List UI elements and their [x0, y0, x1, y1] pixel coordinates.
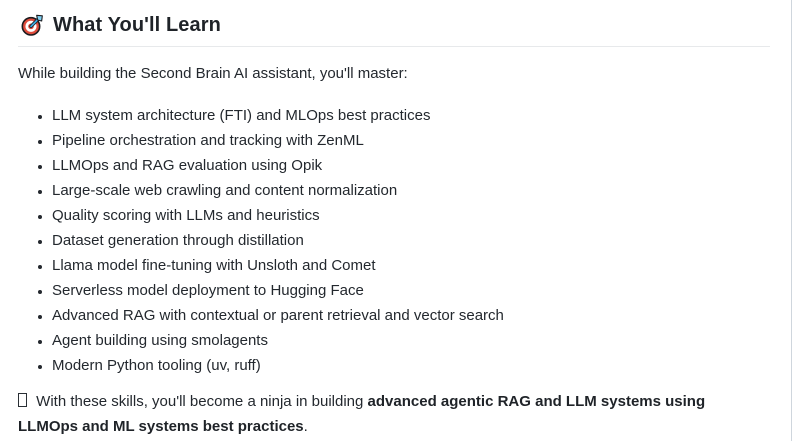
dart-target-icon — [20, 13, 44, 37]
intro-paragraph: While building the Second Brain AI assistant, you'll master: — [18, 65, 408, 82]
list-item: • Dataset generation through distillation — [52, 228, 768, 253]
missing-glyph-ninja-icon — [18, 393, 27, 407]
outro-text-regular: With these skills, you'll become a ninja in building — [36, 393, 368, 410]
section-title: What You'll Learn — [53, 13, 221, 36]
list-item: • Advanced RAG with contextual or parent retrieval and vector search — [52, 303, 768, 328]
list-item: • LLM system architecture (FTI) and MLOps best practices — [52, 103, 768, 128]
list-item: • LLMOps and RAG evaluation using Opik — [52, 153, 768, 178]
outro-paragraph — [18, 389, 768, 439]
outro-text-bold: advanced agentic RAG and LLM systems using LLMOps and ML systems best practices — [18, 393, 706, 435]
outro-text-period: . — [303, 418, 308, 435]
section-heading — [18, 12, 770, 47]
list-item: • Quality scoring with LLMs and heuristics — [52, 203, 768, 228]
list-item: • Serverless model deployment to Hugging Face — [52, 278, 768, 303]
list-item: • Pipeline orchestration and tracking with ZenML — [52, 128, 768, 153]
list-item: • Large-scale web crawling and content normalization — [52, 178, 768, 203]
list-item: • Modern Python tooling (uv, ruff) — [52, 353, 768, 378]
list-item: • Agent building using smolagents — [52, 328, 768, 353]
list-item: • Llama model fine-tuning with Unsloth and Comet — [52, 253, 768, 278]
skills-list — [18, 103, 768, 378]
content-right-border — [791, 0, 792, 441]
